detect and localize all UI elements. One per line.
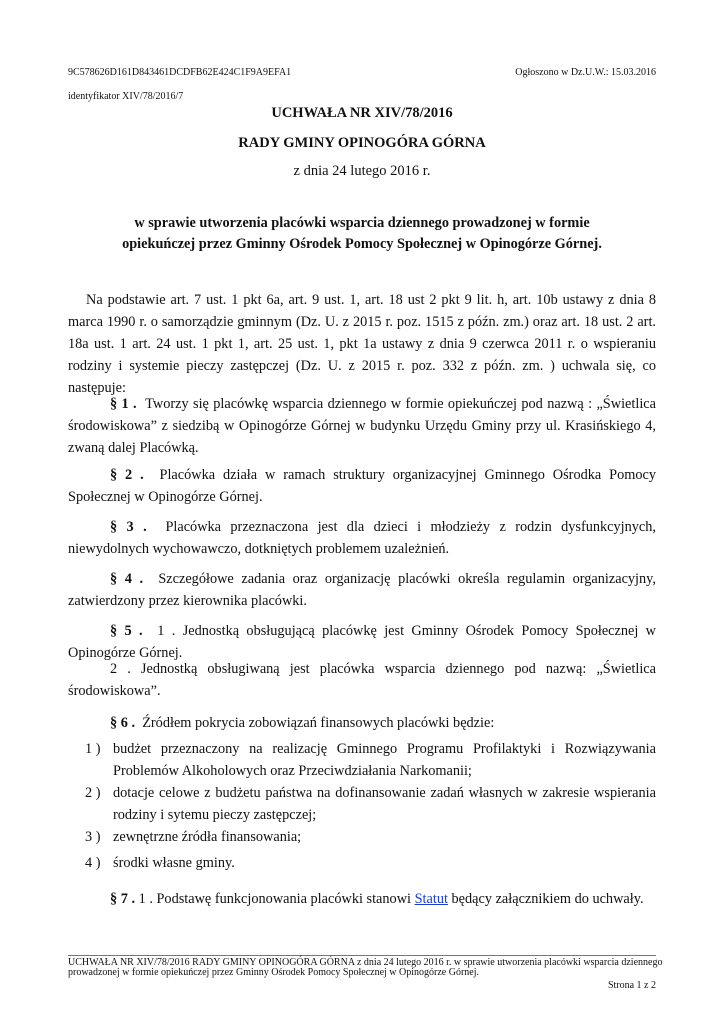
subject-line-1: w sprawie utworzenia placówki wsparcia dziennego prowadzonej w formie xyxy=(134,215,590,231)
section-3-text: Placówka przeznaczona jest dla dzieci i młodzieży z rodzin dysfunkcyjnych, niewydolnych wychowawczo, dotkniętych problemem uzależnień. xyxy=(68,519,657,557)
list-item xyxy=(85,826,656,848)
section-2-text: Placówka działa w ramach struktury organizacyjnej Gminnego Ośrodka Pomocy Społecznej w Opinogórze Górnej. xyxy=(68,467,656,505)
section-7-text-end: będący załącznikiem do uchwały. xyxy=(451,891,644,907)
preamble: Na podstawie art. 7 ust. 1 pkt 6a, art. 9 ust. 1, art. 18 ust 2 pkt 9 lit. h, art. 10b ustawy z dnia 8 marca 1990 r. o samorządzie gminnym (Dz. U. z 2015 r. poz. 1515 z późn. zm.) oraz art. 18 ust. 2 art. 18a ust. 1 art. 24 ust. 1 pkt 1, art. 25 ust. 1, pkt 1a ustawy z dnia 9 czerwca 2011 r. o wspieraniu rodziny i systemie pieczy zastępczej (Dz. U. z 2015 r. poz. 332 z późn. zm. ) uchwala się, co następuje: xyxy=(68,292,656,396)
section-7 xyxy=(68,888,656,910)
list-item-text: dotacje celowe z budżetu państwa na dofinansowanie zadań własnych w zakresie wspierania rodziny i sytemu pieczy zastępczej; xyxy=(113,785,656,823)
section-2-label: § 2 . xyxy=(110,467,144,483)
list-item-text: zewnętrzne źródła finansowania; xyxy=(113,829,302,845)
resolution-date: z dnia 24 lutego 2016 r. xyxy=(293,163,431,179)
section-3 xyxy=(68,516,656,560)
statut-link[interactable]: Statut xyxy=(414,891,448,907)
list-item xyxy=(85,738,656,782)
list-item-number: 1 ) xyxy=(85,741,101,757)
subject-line-2: opiekuńczej przez Gminny Ośrodek Pomocy Społecznej w Opinogórze Górnej. xyxy=(122,236,602,252)
section-4 xyxy=(68,568,656,612)
page-number: Strona 1 z 2 xyxy=(607,980,656,991)
publication-date: Ogłoszono w Dz.U.W.: 15.03.2016 xyxy=(515,67,656,78)
section-1-label: § 1 . xyxy=(110,396,137,412)
section-5-label: § 5 . xyxy=(110,623,143,639)
section-6-text: Źródłem pokrycia zobowiązań finansowych placówki będzie: xyxy=(142,715,495,731)
list-item xyxy=(85,852,656,874)
resolution-number: UCHWAŁA NR XIV/78/2016 xyxy=(271,105,453,121)
list-item xyxy=(85,782,656,826)
section-1 xyxy=(68,393,656,459)
section-4-text: Szczegółowe zadania oraz organizację placówki określa regulamin organizacyjny, zatwierdzony przez kierownika placówki. xyxy=(68,571,656,609)
list-item-text: budżet przeznaczony na realizację Gminnego Programu Profilaktyki i Rozwiązywania Problemów Alkoholowych oraz Przeciwdziałania Narkomanii; xyxy=(113,741,656,779)
list-item-number: 3 ) xyxy=(85,829,101,845)
section-5-point-1: 1 . Jednostką obsługującą placówkę jest Gminny Ośrodek Pomocy Społecznej w Opinogórze Górnej. xyxy=(68,623,656,661)
list-item-text: środki własne gminy. xyxy=(113,855,235,871)
section-1-text: Tworzy się placówkę wsparcia dziennego w formie opiekuńczej pod nazwą : „Świetlica środowiskowa” z siedzibą w Opinogórze Górnej w budynku Urzędu Gminy przy ul. Krasińskiego 4, zwaną dalej Placówką. xyxy=(68,396,657,456)
section-3-label: § 3 . xyxy=(110,519,147,535)
document-identifier: identyfikator XIV/78/2016/7 xyxy=(68,91,184,102)
footer-line-1: UCHWAŁA NR XIV/78/2016 RADY GMINY OPINOGÓRA GÓRNA z dnia 24 lutego 2016 r. w sprawie utworzenia placówki wsparcia dziennego xyxy=(68,957,663,968)
document-hash: 9C578626D161D843461DCDFB62E424C1F9A9EFA1 xyxy=(68,67,292,78)
footer-line-2: prowadzonej w formie opiekuńczej przez Gminny Ośrodek Pomocy Społecznej w Opinogórze Górnej. xyxy=(68,967,479,978)
council-name: RADY GMINY OPINOGÓRA GÓRNA xyxy=(238,135,486,151)
section-2 xyxy=(68,464,656,508)
section-6 xyxy=(68,712,656,734)
section-7-text: 1 . Podstawę funkcjonowania placówki stanowi xyxy=(138,891,411,907)
section-5-point-2: 2 . Jednostką obsługiwaną jest placówka wsparcia dziennego pod nazwą: „Świetlica środowiskowa”. xyxy=(68,661,656,699)
section-7-label: § 7 . xyxy=(110,891,136,907)
section-6-label: § 6 . xyxy=(110,715,136,731)
section-4-label: § 4 . xyxy=(110,571,144,587)
footer-divider xyxy=(68,955,656,956)
list-item-number: 2 ) xyxy=(85,785,101,801)
list-item-number: 4 ) xyxy=(85,855,101,871)
